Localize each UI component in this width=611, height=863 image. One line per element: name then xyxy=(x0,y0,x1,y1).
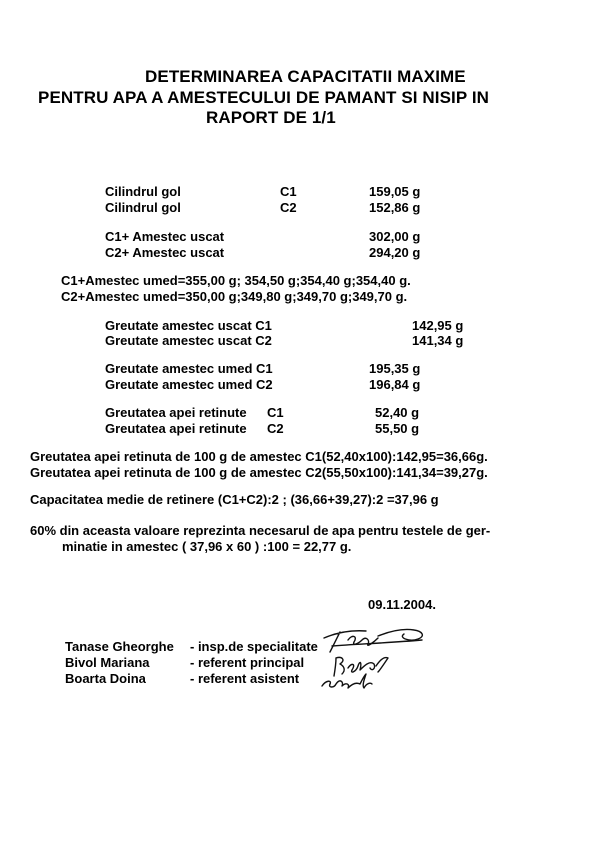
water-c2-value: 55,50 g xyxy=(375,421,420,436)
signatory-1-role: - insp.de specialitate xyxy=(190,639,318,654)
weight-wet-c2-label: Greutate amestec umed C2 xyxy=(105,377,273,392)
cylinder-c2-value: 152,86 g xyxy=(369,200,421,215)
conclusion-line-2: minatie in amestec ( 37,96 x 60 ) :100 = 22,77 g. xyxy=(62,539,352,554)
dry-mix-c2-label: C2+ Amestec uscat xyxy=(105,245,225,260)
dry-mix-c1-value: 302,00 g xyxy=(369,229,421,244)
water-c1-code: C1 xyxy=(267,405,284,420)
cylinder-c2-code: C2 xyxy=(280,200,297,215)
signatory-2-role: - referent principal xyxy=(190,655,305,670)
title-line-3: RAPORT DE 1/1 xyxy=(206,108,336,127)
water-c2-label: Greutatea apei retinute xyxy=(105,421,247,436)
average-line: Capacitatea medie de retinere (C1+C2):2 ; (36,66+39,27):2 =37,96 g xyxy=(30,492,439,507)
cylinder-c1-label: Cilindrul gol xyxy=(105,184,181,199)
weight-wet-c2-value: 196,84 g xyxy=(369,377,421,392)
handwritten-signatures xyxy=(318,622,438,696)
per100-c2-line: Greutatea apei retinuta de 100 g de amestec C2(55,50x100):141,34=39,27g. xyxy=(30,465,488,480)
cylinder-c1-code: C1 xyxy=(280,184,297,199)
title-line-1: DETERMINAREA CAPACITATII MAXIME xyxy=(145,67,466,86)
date: 09.11.2004. xyxy=(368,597,436,612)
weight-dry-c1-label: Greutate amestec uscat C1 xyxy=(105,318,272,333)
water-c2-code: C2 xyxy=(267,421,284,436)
weight-dry-c1-value: 142,95 g xyxy=(412,318,464,333)
signatory-3-name: Boarta Doina xyxy=(65,671,146,686)
cylinder-c2-label: Cilindrul gol xyxy=(105,200,181,215)
water-c1-value: 52,40 g xyxy=(375,405,420,420)
weight-wet-c1-label: Greutate amestec umed C1 xyxy=(105,361,273,376)
wet-mix-c1-line: C1+Amestec umed=355,00 g; 354,50 g;354,40 g;354,40 g. xyxy=(61,273,411,288)
weight-dry-c2-value: 141,34 g xyxy=(412,333,464,348)
weight-wet-c1-value: 195,35 g xyxy=(369,361,421,376)
dry-mix-c1-label: C1+ Amestec uscat xyxy=(105,229,225,244)
title-line-2: PENTRU APA A AMESTECULUI DE PAMANT SI NISIP IN xyxy=(38,88,490,107)
wet-mix-c2-line: C2+Amestec umed=350,00 g;349,80 g;349,70 g;349,70 g. xyxy=(61,289,408,304)
conclusion-line-1: 60% din aceasta valoare reprezinta necesarul de apa pentru testele de ger- xyxy=(30,523,491,538)
cylinder-c1-value: 159,05 g xyxy=(369,184,421,199)
water-c1-label: Greutatea apei retinute xyxy=(105,405,247,420)
weight-dry-c2-label: Greutate amestec uscat C2 xyxy=(105,333,272,348)
dry-mix-c2-value: 294,20 g xyxy=(369,245,421,260)
signatory-1-name: Tanase Gheorghe xyxy=(65,639,174,654)
signatory-3-role: - referent asistent xyxy=(190,671,300,686)
signatory-2-name: Bivol Mariana xyxy=(65,655,150,670)
per100-c1-line: Greutatea apei retinuta de 100 g de amestec C1(52,40x100):142,95=36,66g. xyxy=(30,449,488,464)
